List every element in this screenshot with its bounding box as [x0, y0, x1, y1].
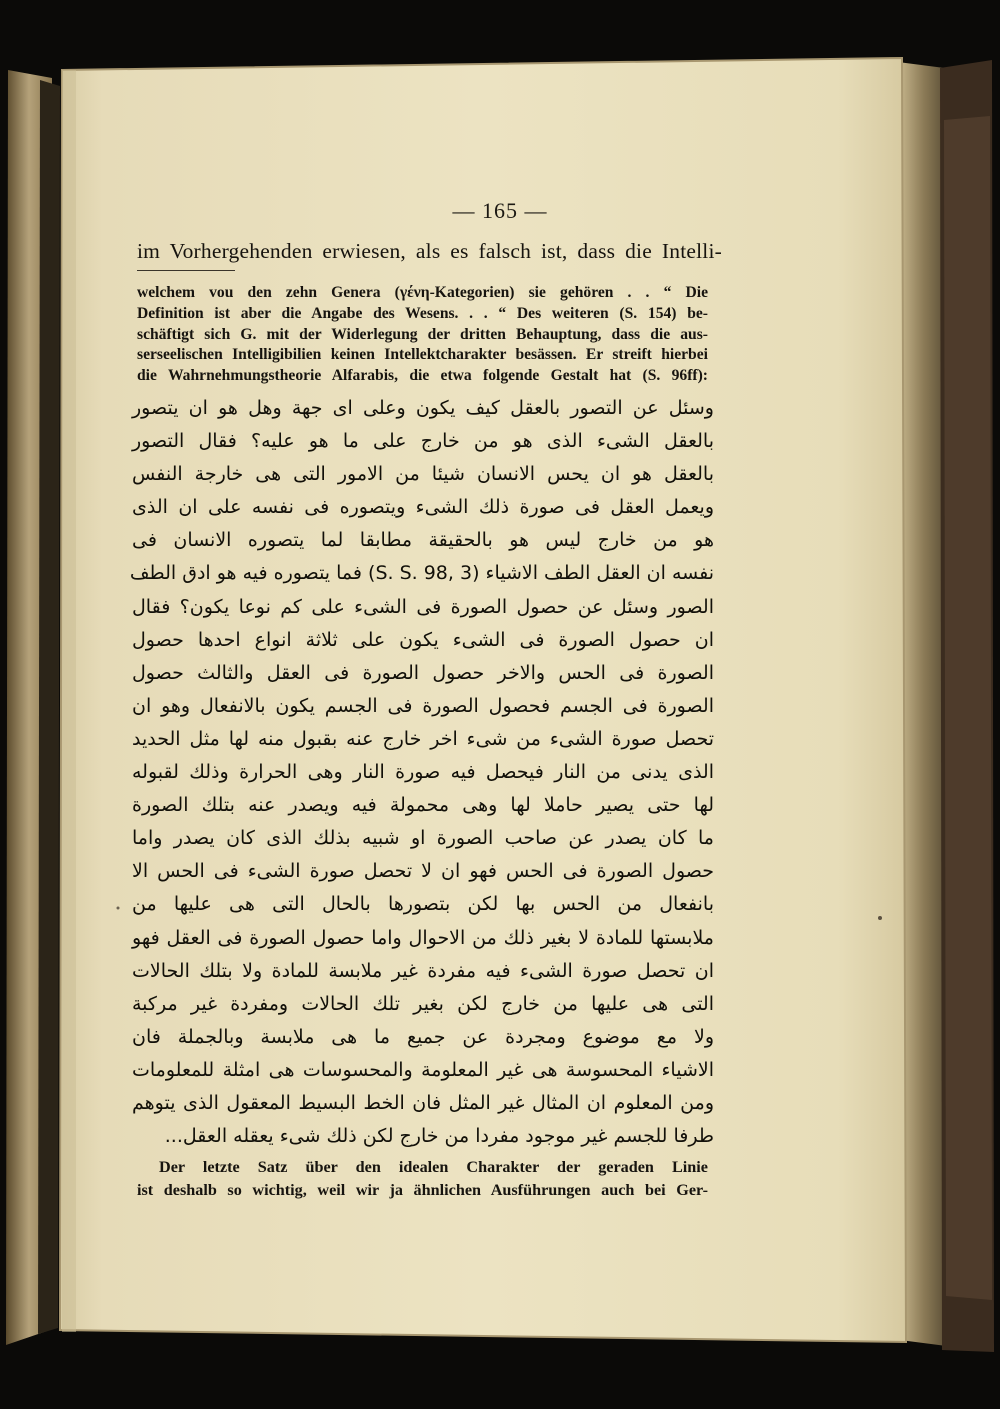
arabic-line: الاشياء المحسوسة هى غير المعلومة والمحسوسات هى امثلة للمعلومات — [132, 1058, 714, 1081]
arabic-line: بالعقل هو ان يحس الانسان شيئا من الامور التى هى خارجة النفس — [132, 463, 714, 486]
arabic-line: الصورة فى الحس والاخر حصول الصورة فى العقل والثالث حصول — [132, 661, 714, 684]
arabic-line: بانفعال من الحس بها لكن بتصورها بالحال التى هى عليها من — [132, 893, 714, 916]
arabic-line: ان تحصل صورة الشىء فيه مفردة غير ملابسة للمادة ولا بتلك الحالات — [132, 959, 714, 982]
arabic-line: ما كان يصدر عن صاحب الصورة او شبيه بذلك الذى كان يصدر واما — [132, 827, 714, 850]
arabic-line: الذى يدنى من النار فيحصل فيه صورة النار وهى الحرارة وذلك لقبوله — [132, 761, 714, 784]
arabic-line: الصورة فى الجسم فحصول الصورة فى الجسم يكون بالانفعال وهو ان — [132, 694, 714, 717]
closing-line: ist deshalb so wichtig, weil wir ja ähnlichen Ausführungen auch bei Ger- — [137, 1180, 708, 1199]
footnote-rule — [137, 270, 235, 271]
arabic-line: حصول الصورة فى الحس فهو ان لا تحصل صورة الشىء فى الحس الا — [132, 860, 714, 883]
arabic-quotation — [129, 392, 714, 1153]
footnote-block — [137, 283, 708, 387]
footnote-line: Definition ist aber die Angabe des Wesens. . . “ Des weiteren (S. 154) be- — [137, 304, 708, 322]
arabic-line: ويعمل العقل فى صورة ذلك الشىء ويتصوره فى نفسه على ان الذى — [132, 496, 714, 519]
footnote-line: die Wahrnehmungstheorie Alfarabis, die etwa folgende Gestalt hat (S. 96ff): — [137, 367, 708, 385]
arabic-line: التى هى عليها من خارج لكن بغير تلك الحالات ومفردة غير مركبة — [132, 992, 714, 1015]
arabic-line: تحصل صورة الشىء من شىء اخر خارج عنه بقبول منه لها مثل الحديد — [132, 727, 714, 750]
arabic-line: ملابستها للمادة لا بغير ذلك من الاحوال واما حصول الصورة فى العقل فهو — [132, 926, 714, 949]
arabic-line: طرفا للجسم غير موجود مفردا من خارج لكن ذلك شىء يعقله العقل... — [164, 1125, 714, 1148]
arabic-line: ولا مع موضوع ومجردة عن جميع ما هى ملابسة وبالجملة فان — [132, 1025, 714, 1048]
closing-line: Der letzte Satz über den idealen Charakter der geraden Linie — [159, 1158, 708, 1176]
arabic-line: بالعقل الشىء الذى هو من خارج على ما هو عليه؟ فقال التصور — [132, 430, 714, 453]
arabic-line: ان حصول الصورة فى الشىء يكون على ثلاثة انواع احدها حصول — [132, 628, 714, 651]
arabic-line: لها حتى يصير حاملا لها وهى محمولة فيه ويصدر عنه بتلك الصورة — [132, 794, 714, 817]
arabic-line: ومن المعلوم ان المثال غير المثل فان الخط البسيط المعقول الذى يتوهم — [132, 1091, 714, 1114]
arabic-line: وسئل عن التصور بالعقل كيف يكون وعلى اى جهة وهل هو ان يتصور — [132, 397, 714, 419]
arabic-line: الصور وسئل عن حصول الصورة فى الشىء على كم نوعا يكون؟ فقال — [132, 595, 714, 618]
arabic-line: هو من خارج ليس هو بالحقيقة مطابقا لما يتصوره الانسان فى — [132, 529, 714, 552]
main-text-line: im Vorhergehenden erwiesen, als es falsch ist, dass die Intelli- — [137, 239, 722, 263]
footnote-line: welchem vou den zehn Genera (γένη-Kategorien) sie gehören . . “ Die — [137, 284, 708, 301]
closing-paragraph — [137, 1156, 708, 1201]
arabic-line-with-citation: نفسه ان العقل الطف الاشياء (S. S. 98, 3) فما يتصوره فيه هو ادق الطف — [129, 562, 714, 585]
page-number: — 165 — — [452, 198, 548, 223]
footnote-line: schäftigt sich G. mit der Widerlegung der dritten Behauptung, dass die aus- — [137, 325, 708, 343]
footnote-line: serseelischen Intelligibilien keinen Intellektcharakter besässen. Er streift hierbei — [137, 346, 708, 364]
